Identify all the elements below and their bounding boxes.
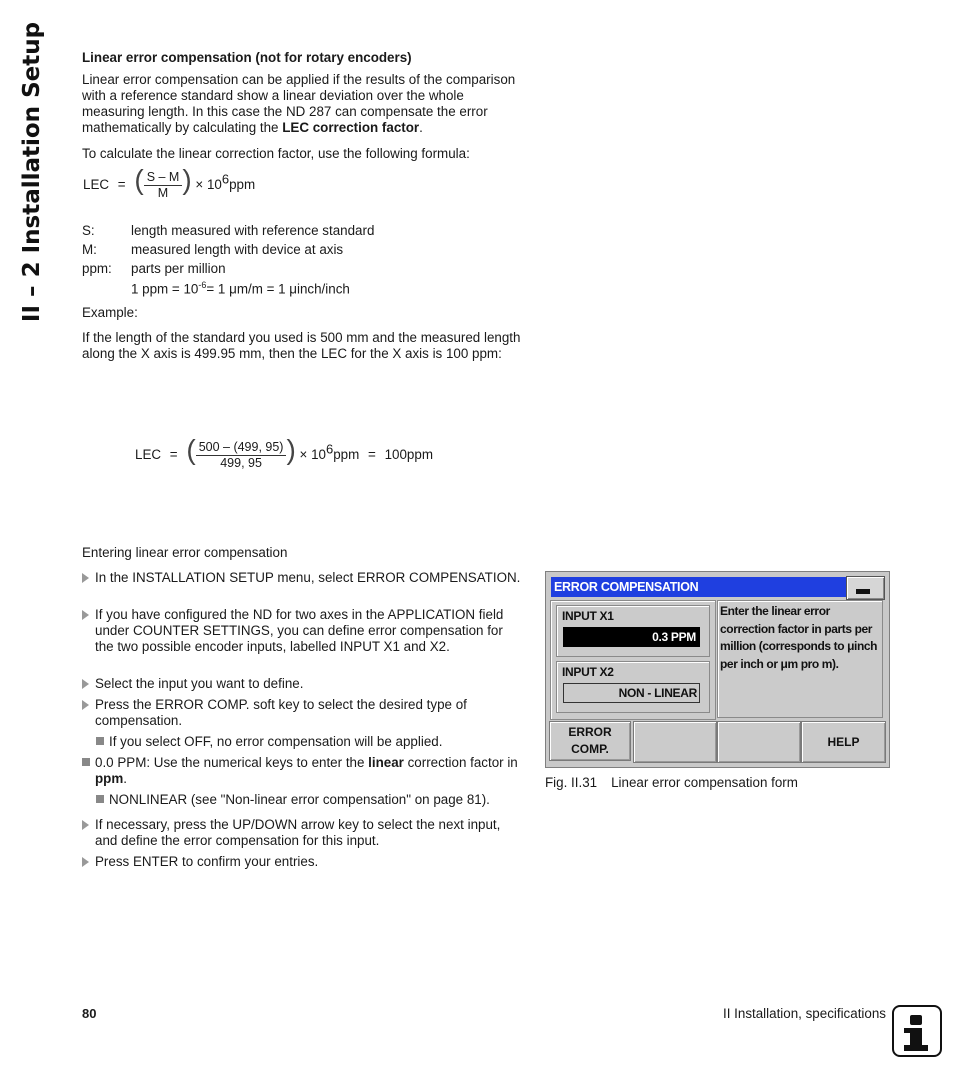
- input-x2-field[interactable]: NON - LINEAR: [563, 683, 700, 703]
- formula2-exponent: 6: [325, 441, 334, 457]
- example-label: Example:: [82, 305, 138, 320]
- formula2-lhs: LEC: [135, 447, 162, 462]
- help-softkey[interactable]: HELP: [801, 721, 886, 763]
- step-text: If necessary, press the UP/DOWN arrow key to select the next input, and define the error compensation for this input.: [95, 817, 501, 848]
- triangle-bullet-icon: [82, 610, 89, 620]
- step-item: [82, 854, 522, 870]
- intro-text: Linear error compensation can be applied if the results of the comparison with a reference standard show a linear deviation over the whole measuring length. In this case the ND 287 can compensate the error mathematically by calculating the: [82, 72, 516, 135]
- triangle-bullet-icon: [82, 857, 89, 867]
- step-item: [82, 570, 522, 586]
- step-text: Press the ERROR COMP. soft key to select the desired type of compensation.: [95, 697, 467, 728]
- formula-intro: To calculate the linear correction factor, use the following formula:: [82, 146, 470, 161]
- intro-bold-term: LEC correction factor: [282, 120, 420, 135]
- formula-unit: ppm: [229, 177, 256, 192]
- definition-s-term: S:: [82, 223, 95, 238]
- definition-ppm-term: ppm:: [82, 261, 112, 276]
- ppm-line-a: 1 ppm = 10: [131, 281, 199, 297]
- formula-fraction: [144, 170, 183, 201]
- input-panel: [550, 600, 716, 720]
- left-paren: (: [134, 164, 144, 195]
- footer-section: II Installation, specifications: [722, 1006, 886, 1021]
- blank-softkey-2[interactable]: [717, 721, 801, 763]
- triangle-bullet-icon: [82, 679, 89, 689]
- left-paren: (: [186, 434, 196, 465]
- ppm-equivalence: [131, 277, 350, 297]
- input-x1-label: INPUT X1: [562, 609, 614, 623]
- triangle-bullet-icon: [82, 573, 89, 583]
- formula2-result: 100ppm: [384, 447, 433, 462]
- step-text-a: 0.0 PPM: Use the numerical keys to enter the: [95, 755, 369, 770]
- input-x1-group: [556, 605, 710, 657]
- step-bold-ppm: ppm: [95, 771, 124, 786]
- step-text: In the INSTALLATION SETUP menu, select ERROR COMPENSATION.: [95, 570, 521, 585]
- input-x2-group: [556, 661, 710, 713]
- figure-number: Fig. II.31: [545, 775, 598, 790]
- info-icon-base: [904, 1045, 928, 1051]
- definition-m-term: M:: [82, 242, 97, 257]
- ppm-line-b: = 1 μm/m = 1 μinch/inch: [206, 281, 350, 297]
- error-compensation-screen: [545, 571, 890, 768]
- formula-times-ten: × 10: [195, 177, 222, 192]
- triangle-bullet-icon: [82, 700, 89, 710]
- step-text: Press ENTER to confirm your entries.: [95, 854, 319, 869]
- definition-m-desc: measured length with device at axis: [131, 242, 344, 257]
- figure-caption-text: Linear error compensation form: [611, 775, 798, 790]
- section-heading: Linear error compensation (not for rotary encoders): [82, 50, 412, 65]
- intro-paragraph: [82, 72, 527, 136]
- formula2-times-ten: × 10: [299, 447, 326, 462]
- formula2-equals: =: [169, 447, 178, 462]
- step-text-b: correction factor in: [403, 755, 518, 770]
- fraction-denominator: M: [157, 185, 169, 200]
- figure-caption: [545, 775, 798, 791]
- info-icon-dot: [910, 1015, 922, 1025]
- formula-equals: =: [117, 177, 126, 192]
- fraction2-denominator: 499, 95: [220, 455, 262, 470]
- page-number: 80: [82, 1006, 97, 1021]
- error-comp-softkey[interactable]: ERROR COMP.: [549, 721, 631, 761]
- definition-s-desc: length measured with reference standard: [131, 223, 375, 238]
- step-text: If you select OFF, no error compensation will be applied.: [109, 734, 443, 749]
- right-paren: ): [182, 164, 192, 195]
- step-text-c: .: [123, 771, 127, 786]
- step-item: [82, 676, 522, 692]
- step-bold-linear: linear: [368, 755, 404, 770]
- step-subitem: [96, 734, 516, 750]
- chapter-sidebar-title: [17, 21, 47, 323]
- formula2-equals2: =: [368, 447, 376, 462]
- intro-end: .: [419, 120, 423, 135]
- entering-heading: Entering linear error compensation: [82, 545, 288, 560]
- example-text: If the length of the standard you used is 500 mm and the measured length along the X axis is 499.95 mm, then the LEC for the X axis is 100 ppm:: [82, 330, 521, 361]
- square-bullet-icon: [82, 758, 90, 766]
- fraction2-numerator: 500 – (499, 95): [196, 440, 287, 456]
- step-text: NONLINEAR (see "Non-linear error compensation" on page 81).: [109, 792, 490, 807]
- step-text: Select the input you want to define.: [95, 676, 304, 691]
- step-subitem: [96, 792, 526, 808]
- formula2-fraction: [196, 440, 287, 471]
- formula2-unit: ppm: [333, 447, 360, 462]
- lec-formula: [83, 166, 255, 201]
- screen-title: ERROR COMPENSATION: [551, 577, 846, 597]
- formula-exponent: 6: [221, 171, 230, 187]
- fraction-numerator: S – M: [144, 170, 183, 186]
- definition-ppm-desc: parts per million: [131, 261, 226, 276]
- chapter-title-text: II – 2 Installation Setup: [19, 21, 45, 323]
- input-x2-label: INPUT X2: [562, 665, 614, 679]
- step-text: If you have configured the ND for two axes in the APPLICATION field under COUNTER SETTINGS, you can define error compensation for the two possible encoder inputs, labelled INPUT X1 and X2.: [95, 607, 504, 654]
- input-x1-field[interactable]: 0.3 PPM: [563, 627, 700, 647]
- help-panel: Enter the linear error correction factor in parts per million (corresponds to μinch per inch or μm pro m).: [717, 600, 883, 718]
- info-icon: [892, 1005, 942, 1057]
- blank-softkey-1[interactable]: [633, 721, 717, 763]
- square-bullet-icon: [96, 737, 104, 745]
- square-bullet-icon: [96, 795, 104, 803]
- minus-icon: [856, 589, 870, 594]
- right-paren: ): [286, 434, 296, 465]
- lec-example-formula: [135, 436, 433, 471]
- step-item: [82, 607, 522, 655]
- step-item: [82, 697, 522, 729]
- step-text: [82, 755, 522, 787]
- ppm-exponent: -6: [198, 280, 207, 290]
- screen-menu-button[interactable]: [846, 576, 885, 600]
- step-item: [82, 817, 522, 849]
- triangle-bullet-icon: [82, 820, 89, 830]
- formula-lhs: LEC: [83, 177, 110, 192]
- step-subitem: [82, 755, 522, 787]
